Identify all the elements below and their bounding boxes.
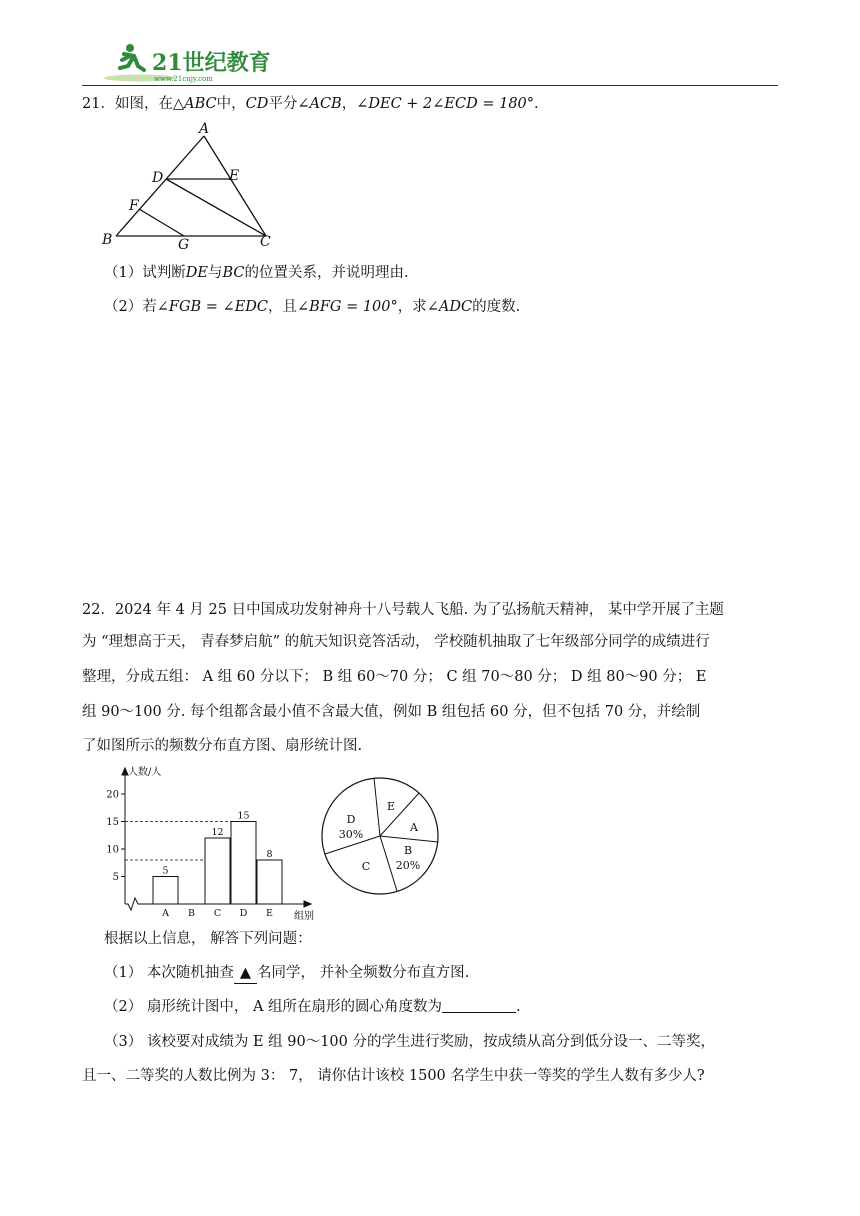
q21-math-bfg: ∠BFG = 100° [297,299,398,315]
q22-text: （1） 本次随机抽查 [104,965,234,981]
bar-A [153,877,178,905]
q22-part1 [104,963,469,984]
category-label-B: B [188,908,195,919]
q21-text: （2）若 [104,299,157,315]
bar-value-label-C: 12 [211,827,224,838]
divider-d-e [374,778,380,836]
q21-text: 中， [216,96,246,112]
q21-stem [82,94,539,114]
slice-label-b: B [403,844,413,857]
category-label-D: D [239,908,248,919]
slice-percent-b: 20% [395,859,421,872]
label-g: G [178,237,190,253]
divider-a-b [380,836,438,842]
bar-E [257,860,282,904]
label-d: D [152,170,164,186]
segment-fg [139,209,184,236]
q22-line-2: 为 “理想高于天， 青春梦启航” 的航天知识竞答活动， 学校随机抽取了七年级部分同学的成绩进行 [82,634,710,650]
q22-part3-line2: 且一、二等奖的人数比例为 3： 7， 请你估计该校 1500 名学生中获一等奖的学生人数有多少人? [82,1068,705,1084]
q21-text: ，求 [397,299,427,315]
q21-math-equation: ∠DEC + 2∠ECD = 180° [356,96,535,112]
logo-url: www.21cnjy.com [154,75,213,83]
q21-math-acb: ∠ACB [297,96,342,112]
divider-b-c [380,836,397,891]
q22-line-4: 组 90～100 分. 每个组都含最小值不含最大值，例如 B 组包括 60 分，但不包括 70 分，并绘制 [82,704,701,720]
y-tick-label-20: 20 [106,789,119,801]
q22-text: （2） 扇形统计图中， A 组所在扇形的圆心角度数为 [104,999,443,1015]
q21-text: 的度数. [472,299,521,315]
triangle-figure [96,118,286,253]
q21-text: . [534,96,539,112]
category-label-E: E [266,908,273,919]
q21-text: （1）试判断 [104,265,186,281]
slice-label-a: A [410,821,418,834]
category-label-A: A [162,908,169,919]
q22-part2 [104,997,521,1017]
q22-line-1: 22．2024 年 4 月 25 日中国成功发射神舟十八号载人飞船. 为了弘扬航天精神， 某中学开展了主题 [82,602,724,618]
y-tick-label-10: 10 [106,844,119,856]
y-tick-label-15: 15 [106,817,119,828]
q21-part1 [104,263,409,283]
y-axis-label: 人数/人 [128,767,162,778]
q21-math-cd: CD [245,96,269,112]
segment-ac [204,136,266,236]
category-label-C: C [213,908,222,919]
q22-part3-line1: （3） 该校要对成绩为 E 组 90～100 分的学生进行奖励，按成绩从高分到低分设一、二等奖， [104,1034,715,1050]
q22-instruction: 根据以上信息， 解答下列问题： [104,931,312,947]
slice-percent-d: 30% [338,828,364,841]
q21-part2 [104,297,520,317]
segment-dc [166,179,266,236]
q22-text: . [516,999,521,1015]
bar-D [231,822,256,905]
q22-line-3: 整理，分成五组： A 组 60 分以下； B 组 60～70 分； C 组 70～80 分； D 组 80～90 分； E [82,669,707,685]
q21-math-adc: ∠ADC [426,299,473,315]
q21-text: ，且 [268,299,298,315]
q21-text: 平分 [268,96,298,112]
label-b: B [102,232,113,248]
logo-graphic [100,38,280,84]
q21-text: ， [341,96,357,112]
answer-blank-2 [442,998,516,1013]
label-e: E [229,168,240,184]
q21-text: 的位置关系，并说明理由. [244,265,409,281]
q21-math-angle-eq: ∠FGB = ∠EDC [156,299,269,315]
slice-label-d: D [346,813,356,826]
label-f: F [129,198,139,214]
slice-label-e: E [386,800,396,813]
frequency-histogram [100,764,325,922]
slice-label-c: C [361,860,371,873]
q21-math-triangle: △ABC [172,96,217,112]
header-rule [82,85,778,86]
q21-math-de: DE [185,265,208,281]
pie-chart [318,772,442,900]
label-a: A [199,121,210,137]
q22-text: 名同学， 并补全频数分布直方图. [257,965,470,981]
q21-math-bc: BC [222,265,245,281]
logo-title: 21世纪教育 [152,50,271,76]
q22-line-5: 了如图所示的频数分布直方图、扇形统计图. [82,738,363,754]
q21-text: 21．如图，在 [82,96,173,112]
label-c: C [260,234,271,250]
y-tick-label-5: 5 [112,872,119,883]
x-axis-arrow [304,901,311,907]
bar-value-label-E: 8 [266,849,273,860]
answer-blank-1: ▲ [234,963,257,984]
x-axis-label: 组别 [294,911,314,922]
site-logo [100,38,280,84]
bar-value-label-D: 15 [237,810,250,822]
bar-C [205,838,230,904]
q21-text: 与 [207,265,223,281]
bar-value-label-A: 5 [162,865,169,877]
